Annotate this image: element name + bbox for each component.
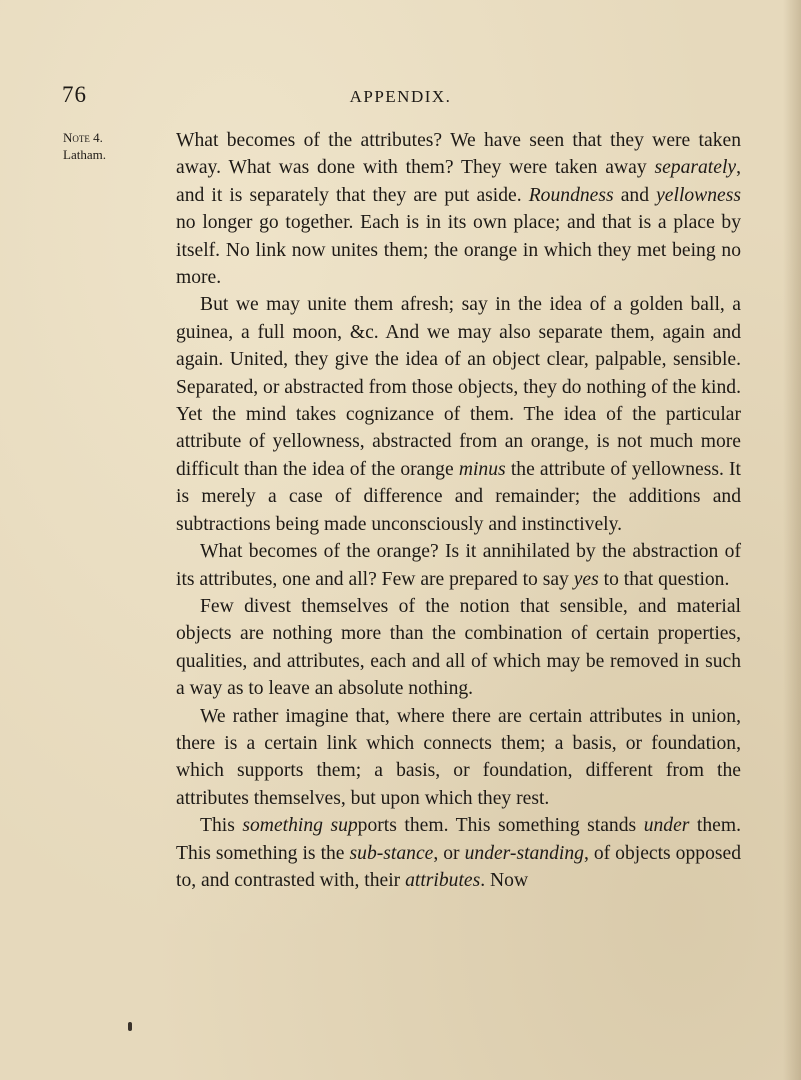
- text-run: no longer go together. Each is in its own place; and that is a place by itself. No link now unites them; the orange in which they met being no more.: [176, 212, 741, 289]
- italic-text: sub-stance: [349, 842, 434, 864]
- text-run: the attribute of yellowness. It is merely a case of difference and remainder; the additions and subtractions being made unconsciously and instinctively.: [176, 458, 741, 535]
- italic-text: yes: [573, 568, 599, 590]
- text-run: . Now: [480, 869, 529, 891]
- text-run: What becomes of the attributes? We have seen that they were taken away. What was done with them? They were taken away: [176, 130, 741, 179]
- text-run: , and it is separately that they are put aside.: [176, 157, 741, 206]
- paragraph: [176, 538, 741, 593]
- page-number: 76: [62, 82, 87, 107]
- paragraph: [176, 812, 741, 894]
- text-run: Few divest themselves of the notion that sensible, and material objects are nothing more than the combination of certain properties, qualities, and attributes, each and all of which may be removed in such a way as to leave an absolute nothing.: [176, 595, 741, 700]
- text-run: , of objects opposed to, and contrasted with, their: [176, 842, 741, 891]
- margin-note-label: Note 4.: [63, 130, 103, 145]
- italic-text: separately: [654, 157, 737, 179]
- paragraph: [176, 291, 741, 538]
- paragraph: [176, 703, 741, 813]
- italic-text: under: [643, 815, 690, 837]
- text-run: , or: [433, 842, 465, 864]
- text-run: them. This something is the: [176, 815, 742, 864]
- paragraph: [176, 127, 741, 291]
- margin-note-author: Latham.: [63, 147, 106, 162]
- text-run: What becomes of the orange? Is it annihilated by the abstraction of its attributes, one and all? Few are prepared to say: [176, 541, 741, 590]
- ink-mark: [128, 1022, 132, 1031]
- text-run: to that question.: [598, 568, 730, 590]
- text-run: This: [200, 815, 243, 837]
- italic-text: Roundness: [528, 184, 614, 206]
- body-text: [176, 127, 741, 894]
- italic-text: attributes: [405, 869, 481, 891]
- italic-text: something sup: [242, 815, 358, 837]
- italic-text: under-standing: [464, 842, 584, 864]
- margin-note: [63, 129, 106, 163]
- text-run: ports them. This something stands: [357, 815, 644, 837]
- italic-text: minus: [458, 458, 506, 480]
- page-edge-shadow: [783, 0, 801, 1080]
- text-run: We rather imagine that, where there are certain attributes in union, there is a certain link which connects them; a basis, or foundation, which supports them; a basis, or foundation, different from the attributes themselves, but upon which they rest.: [176, 705, 741, 809]
- running-head: APPENDIX.: [349, 87, 452, 106]
- paragraph: [176, 593, 741, 703]
- text-run: But we may unite them afresh; say in the idea of a golden ball, a guinea, a full moon, &c. And we may also separate them, again and again. United, they give the idea of an object clear, palpable, sensible. Separated, or abstracted from those objects, they do nothing of the kind. Yet the mind takes cognizance of them. The idea of the particular attribute of yellowness, abstracted from an orange, is not much more difficult than the idea of the orange: [176, 294, 741, 480]
- italic-text: yellowness: [656, 184, 741, 206]
- text-run: and: [613, 184, 657, 206]
